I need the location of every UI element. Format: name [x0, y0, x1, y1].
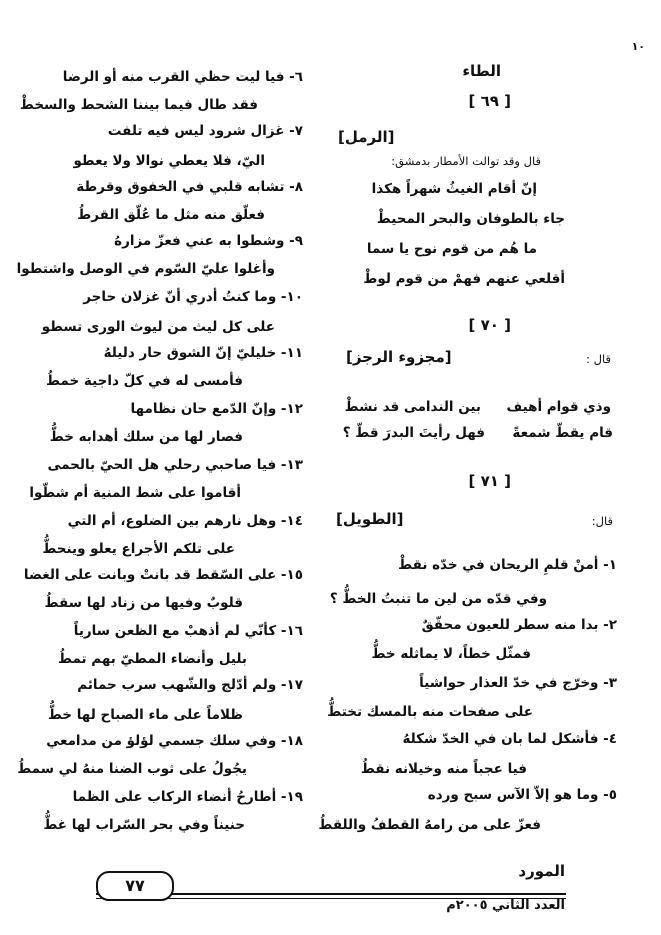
- left-verse-line: ١٣- فيا صاحبي رحلي هل الحيّ بالحمى: [47, 457, 303, 473]
- left-verse-line: ١٤- وهل نارهم بين الضلوع، أم التي: [67, 513, 303, 529]
- left-verse-line: ١١- خليليّ إنّ الشوق حار دليلهُ: [103, 345, 303, 361]
- left-verse-line: ١٨- وفي سلك جسمي لؤلؤ من مدامعي: [46, 733, 303, 749]
- left-verse-line: فعلّق منه مثل ما عُلّق القرطُ: [77, 207, 265, 223]
- left-verse-line: فأمسى له في كلّ داجية خمطُ: [45, 373, 243, 389]
- left-verse-line: حنيناً وفي بحر السّراب لها غطُّ: [43, 817, 245, 833]
- issue-text: العدد الثاني ٢٠٠٥م: [446, 898, 565, 913]
- poem70-verse1-second: بين الندامى قد نشطْ: [344, 399, 481, 415]
- poem71-line: ١- أمنْ قلمِ الريحان في خدّه نقطْ: [398, 557, 617, 573]
- left-verse-line: ٨- تشابه قلبي في الخفوق وقرطة: [76, 179, 303, 195]
- page-corner-number: ١٠: [631, 40, 645, 53]
- letter-heading: الطاء: [462, 62, 501, 80]
- poem70-meter: [مجزوء الرجز]: [346, 348, 452, 366]
- poem70-verse2-second: فهل رأيتَ البدرَ قطّ ؟: [342, 425, 485, 441]
- poem71-line: فعزّ على من رامهُ القطفُ واللقطُ: [318, 817, 541, 833]
- poem69-number: [ ٦٩ ]: [468, 92, 511, 110]
- poem69-intro: قال وقد توالت الأمطار بدمشق:: [391, 154, 541, 168]
- left-verse-line: ١٢- وإنّ الدّمع حان نظامها: [130, 401, 303, 417]
- left-verse-line: ١٧- ولم أدّلج والشّهب سرب حمائم: [77, 677, 303, 693]
- poem71-line: وفي قدّه من لين ما تنبتُ الخطُّ ؟: [329, 591, 547, 607]
- poem71-number: [ ٧١ ]: [468, 472, 511, 490]
- poem70-verse1-first: وذي قوام أهيف: [506, 399, 611, 415]
- left-verse-line: على تلكم الأجراع يعلو وينحطُّ: [42, 541, 235, 557]
- page-number: ٧٧: [96, 871, 174, 901]
- poem71-meter: [الطويل]: [336, 510, 404, 528]
- poem71-line: ٢- بدا منه سطر للعيون محقّقٌ: [421, 617, 617, 633]
- left-verse-line: ٦- فيا ليت حظي القرب منه أو الرضا: [62, 69, 303, 85]
- left-verse-line: ١٠- وما كنتُ أدري أنّ غزلان حاجر: [83, 289, 303, 305]
- poem69-meter: [الرمل]: [338, 128, 395, 146]
- left-verse-line: ٩- وشطوا به عني فعزّ مزارهُ: [114, 233, 303, 249]
- left-verse-line: فصار لها من سلك أهدابه خطُّ: [49, 429, 243, 445]
- left-verse-line: اليّ، فلا يعطي نوالا ولا يعطو: [73, 153, 265, 169]
- poem69-line: إنّ أقام الغيثُ شهراً هكذا: [371, 181, 537, 197]
- left-verse-line: ١٩- أطارحُ أنضاء الركاب على الظما: [72, 789, 303, 805]
- left-verse-line: فقد طال فيما بيننا الشحط والسخطْ: [19, 97, 258, 113]
- poem71-intro: قال:: [591, 514, 613, 528]
- poem71-line: فيا عجباً منه وخيلانه نقطُ: [360, 761, 527, 777]
- left-verse-line: يجُولُ على ثوب الضنا منهُ لي سمطُ: [17, 761, 247, 777]
- left-verse-line: ظلاماً على ماء الصباح لها خطُّ: [47, 707, 243, 723]
- poem71-line: فمثّل خطاً، لا يماثله خطُّ: [371, 646, 531, 662]
- poem71-line: على صفحات منه بالمسك تختطُّ: [327, 704, 533, 720]
- left-verse-line: ٧- غزال شرود ليس فيه تلفت: [107, 123, 303, 139]
- poem71-line: ٤- فأشكل لما بان في الخدّ شكلهُ: [402, 731, 617, 747]
- poem71-line: ٣- وخرّج في خدّ العذار حواشياً: [419, 675, 617, 691]
- poem69-line: جاء بالطوفان والبحر المحيطْ: [376, 211, 565, 227]
- left-verse-line: ١٦- كأنّي لم أذهبْ مع الظعن سارياً: [73, 623, 303, 639]
- poem70-intro: قال :: [586, 352, 611, 366]
- left-verse-line: قلوبٌ وفيها من زناد لها سقطُ: [44, 595, 243, 611]
- journal-name: المورد: [518, 862, 565, 880]
- left-verse-line: على كل ليث من ليوث الورى تسطو: [41, 319, 275, 335]
- left-verse-line: أقاموا على شط المنية أم شطّوا: [29, 485, 241, 501]
- poem71-line: ٥- وما هو إلاّ الآس سبح ورده: [427, 787, 617, 803]
- poem69-line: أقلعي عنهم فهمْ من قوم لوطْ: [363, 271, 565, 287]
- left-verse-line: بليل وأنضاء المطيّ بهم تمطُ: [58, 651, 247, 667]
- poem70-number: [ ٧٠ ]: [468, 316, 511, 334]
- poem69-line: ما هُم من قوم نوح يا سما: [366, 241, 537, 257]
- left-verse-line: وأغلوا عليّ السّوم في الوصل واشتطوا: [16, 261, 275, 277]
- left-verse-line: ١٥- على السّقط قد بانتْ وبانت على الغضا: [23, 567, 303, 583]
- poem70-verse2-first: قام يقطّ شمعةً: [512, 425, 613, 441]
